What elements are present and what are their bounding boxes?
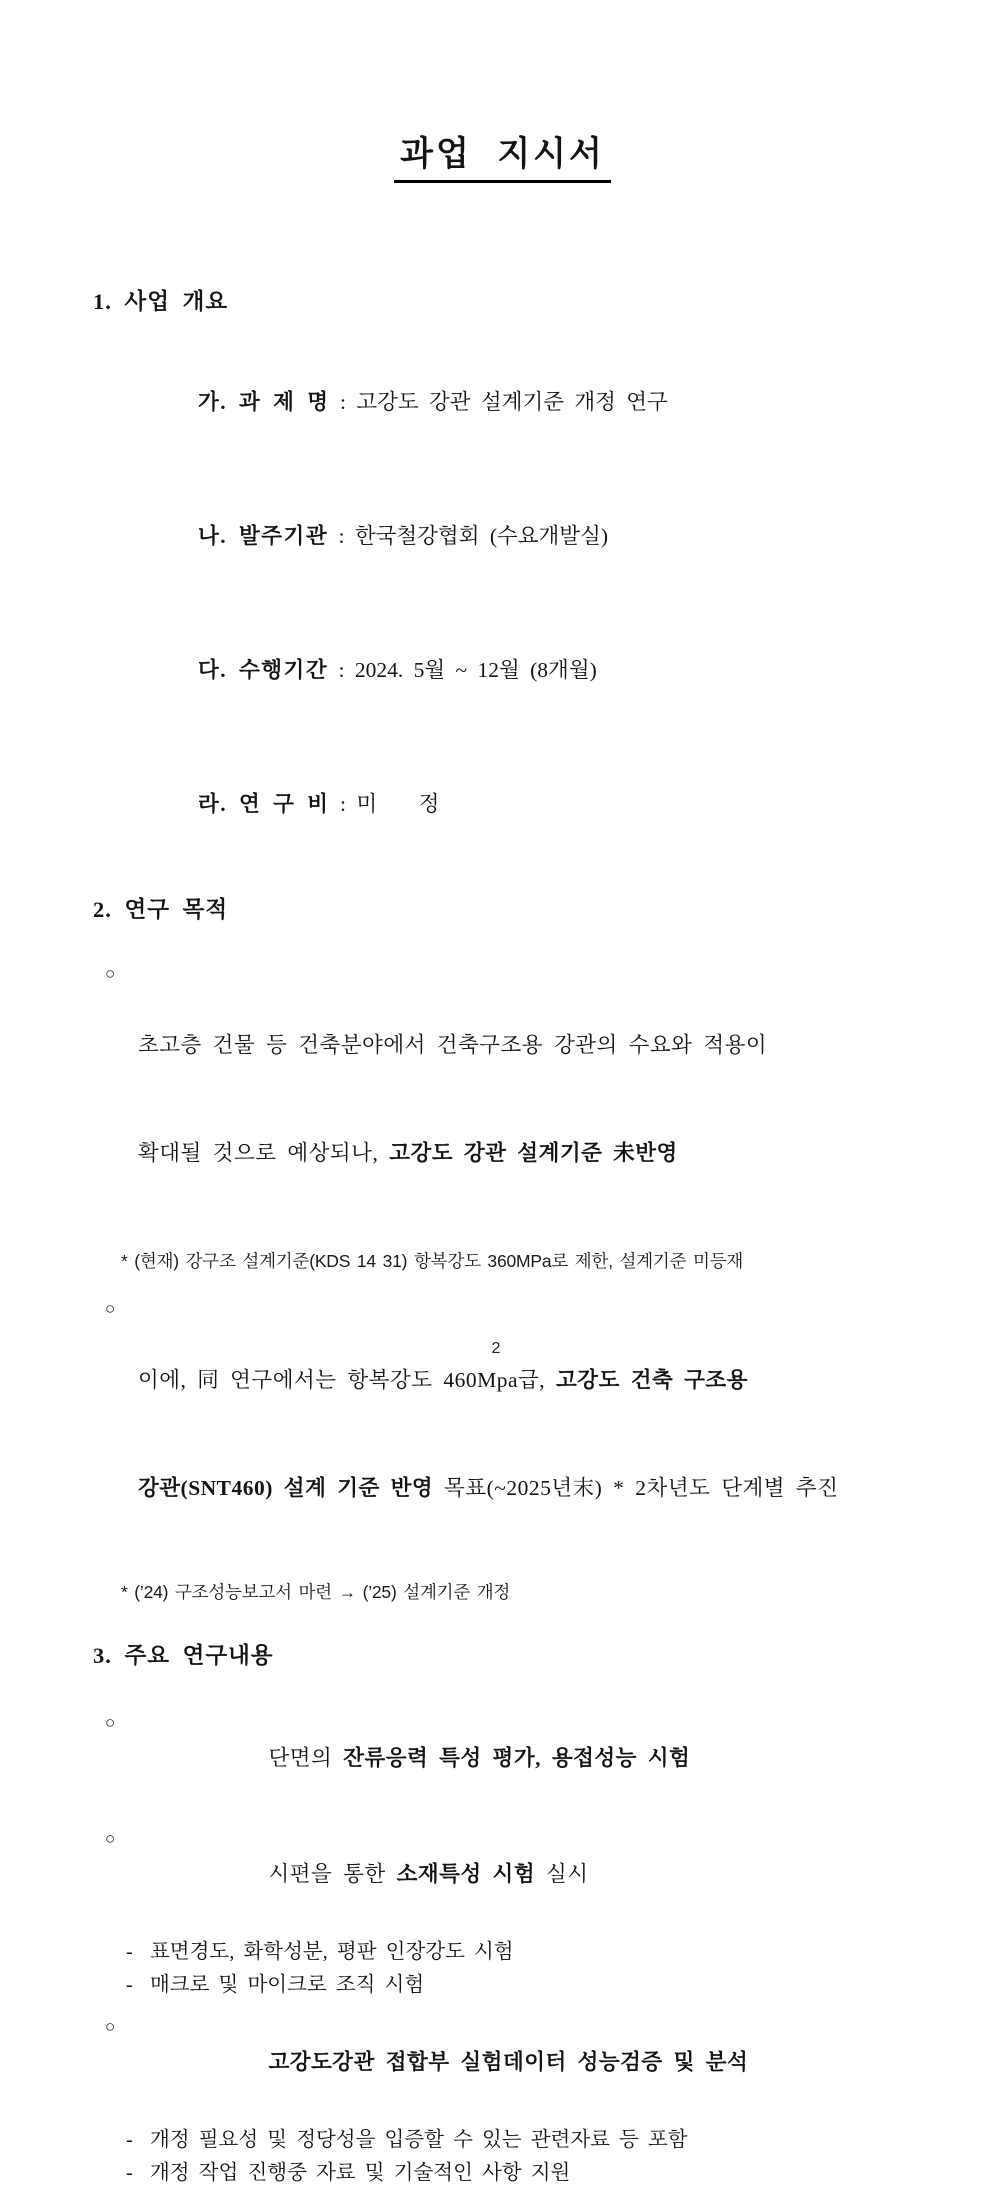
colon-separator: : (329, 792, 357, 816)
colon-separator: : (329, 390, 357, 414)
circle-bullet-icon: ○ (105, 964, 116, 983)
field-label: 가. 과 제 명 (198, 390, 330, 414)
text-segment-bold: 고강도 강관 설계기준 未반영 (389, 1141, 678, 1165)
field-label: 나. 발주기관 (198, 524, 329, 548)
text-segment-bold: 고강도 건축 구조용 (556, 1368, 748, 1392)
field-value: 2024. 5월 ~ 12월 (8개월) (354, 658, 597, 682)
text-segment: 실시 (535, 1862, 589, 1886)
sub-item-text: 매크로 및 마이크로 조직 시험 (150, 1974, 425, 1996)
content-bullet-residual-stress (105, 1704, 912, 1812)
bullet-text (138, 1290, 912, 1578)
content-group-joint-verification (93, 2008, 912, 2190)
text-segment: 이에, 同 연구에서는 항복강도 460Mpa급, (138, 1368, 557, 1392)
section-project-overview (93, 287, 912, 848)
field-project-period (115, 627, 912, 714)
circle-bullet-icon: ○ (105, 1713, 116, 1732)
page-number: 2 (491, 1340, 501, 1357)
section-heading-overview: 1. 사업 개요 (93, 289, 229, 314)
bullet-text (138, 1704, 912, 1812)
section-research-purpose (93, 895, 912, 1605)
field-research-budget (115, 761, 912, 848)
bullet-line (138, 1470, 912, 1506)
colon-separator: : (328, 524, 355, 548)
bullet-line (138, 1135, 912, 1171)
text-segment: 확대될 것으로 예상되나, (138, 1141, 390, 1165)
bullet-text (138, 1820, 912, 1928)
footnote-yearly-plan: * (’24) 구조성능보고서 마련 → (’25) 설계기준 개정 (121, 1582, 511, 1602)
sub-item-text: 개정 작업 진행중 자료 및 기술적인 사항 지원 (150, 2162, 571, 2184)
field-project-name (115, 359, 912, 446)
content-group-residual-stress (93, 1704, 912, 1812)
text-segment: 초고층 건물 등 건축분야에서 건축구조용 강관의 수요와 적용이 (138, 1033, 768, 1057)
bullet-line (138, 1027, 912, 1063)
text-segment: 단면의 (268, 1746, 344, 1770)
sub-item-supporting-materials (126, 2124, 912, 2157)
colon-separator: : (328, 658, 355, 682)
dash-bullet-icon: - (126, 2162, 133, 2184)
section-heading-contents: 3. 주요 연구내용 (93, 1643, 274, 1668)
circle-bullet-icon: ○ (105, 1299, 116, 1318)
purpose-bullet-target (105, 1290, 912, 1578)
text-segment: 시편을 통한 (268, 1862, 397, 1886)
circle-bullet-icon: ○ (105, 2017, 116, 2036)
title-wrap (93, 126, 912, 183)
bullet-text (138, 955, 912, 1243)
purpose-bullet-demand (105, 955, 912, 1243)
bullet-line (138, 1362, 912, 1398)
text-segment-bold: 강관(SNT460) 설계 기준 반영 (138, 1476, 434, 1500)
field-label: 라. 연 구 비 (198, 792, 330, 816)
content-bullet-joint-verification (105, 2008, 912, 2116)
text-segment-bold: 잔류응력 특성 평가, 용접성능 시험 (343, 1746, 691, 1770)
text-segment-bold: 소재특성 시험 (396, 1862, 536, 1886)
field-ordering-agency (115, 493, 912, 580)
sub-item-text: 개정 필요성 및 정당성을 입증할 수 있는 관련자료 등 포함 (150, 2129, 688, 2151)
sub-item-technical-support (126, 2157, 912, 2190)
sub-item-macro-micro (126, 1969, 912, 2002)
field-label: 다. 수행기간 (198, 658, 329, 682)
section-heading-purpose: 2. 연구 목적 (93, 897, 229, 922)
dash-bullet-icon: - (126, 1974, 133, 1996)
dash-bullet-icon: - (126, 1941, 133, 1963)
text-segment: 목표(~2025년末) * 2차년도 단계별 추진 (433, 1476, 839, 1500)
bullet-text (138, 2008, 912, 2116)
document-title: 과업 지시서 (394, 126, 611, 183)
content-group-material-test (93, 1820, 912, 2002)
sub-item-text: 표면경도, 화학성분, 평판 인장강도 시험 (150, 1941, 514, 1963)
section-research-contents (93, 1641, 912, 2190)
field-value: 한국철강협회 (수요개발실) (354, 524, 608, 548)
footnote-current-standard: * (현재) 강구조 설계기준(KDS 14 31) 항복강도 360MPa로 제한, 설계기준 미등재 (121, 1251, 744, 1271)
dash-bullet-icon: - (126, 2129, 133, 2151)
sub-item-surface-hardness (126, 1936, 912, 1969)
field-value: 고강도 강관 설계기준 개정 연구 (356, 390, 668, 414)
field-value: 미 정 (356, 792, 440, 816)
content-bullet-material-test (105, 1820, 912, 1928)
circle-bullet-icon: ○ (105, 1829, 116, 1848)
text-segment-bold: 고강도강관 접합부 실험데이터 성능검증 및 분석 (268, 2050, 749, 2074)
